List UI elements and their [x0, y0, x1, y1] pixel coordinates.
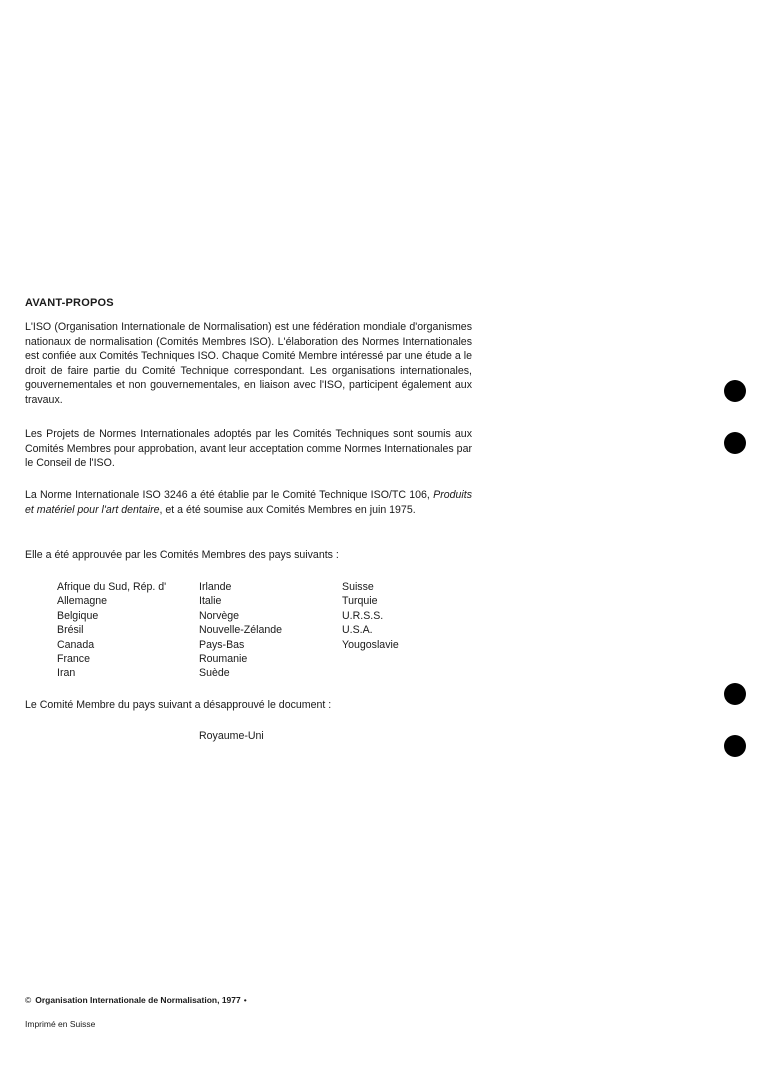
punch-hole-icon — [724, 735, 746, 757]
foreword-paragraph-drafts: Les Projets de Normes Internationales adoptés par les Comités Techniques sont soumis aux Comités Membres pour approbation, avant leur acceptation comme Normes Internationales par le Conseil de l'ISO. — [25, 428, 472, 469]
disapproving-country: Royaume-Uni — [199, 730, 264, 742]
country-item: Roumanie — [199, 653, 248, 666]
country-item: U.R.S.S. — [342, 609, 384, 622]
country-item: Canada — [57, 638, 95, 651]
country-item: Iran — [57, 667, 76, 680]
bullet-icon: • — [243, 995, 247, 1005]
standard-text-before: La Norme Internationale ISO 3246 a été établie par le Comité Technique ISO/TC 106, — [25, 489, 434, 501]
country-item: Nouvelle-Zélande — [199, 624, 283, 637]
country-column-1 — [57, 580, 166, 681]
punch-hole-icon — [724, 432, 746, 454]
approval-intro: Elle a été approuvée par les Comités Membres des pays suivants : — [25, 549, 339, 561]
foreword-paragraph-iso: L'ISO (Organisation Internationale de Normalisation) est une fédération mondiale d'organismes nationaux de normalisation (Comités Membres ISO). L'élaboration des Normes Internationales est confiée aux Comités Techniques ISO. Chaque Comité Membre intéressé par une étude a le droit de faire partie du Comité Technique correspondant. Les organisations internationales, gouvernementales et non gouvernementales, en liaison avec l'ISO, participent également aux travaux. — [25, 321, 472, 406]
country-item: Turquie — [342, 595, 378, 608]
country-item: Pays-Bas — [199, 638, 245, 651]
country-item: Italie — [199, 595, 222, 608]
country-item: Irlande — [199, 581, 232, 593]
punch-hole-icon — [724, 380, 746, 402]
country-column-3 — [342, 580, 399, 652]
foreword-paragraph-standard — [25, 488, 472, 517]
country-item: U.S.A. — [342, 624, 373, 637]
country-item: Brésil — [57, 624, 84, 637]
country-item: Belgique — [57, 609, 99, 622]
copyright-line — [25, 995, 247, 1005]
country-item: Suisse — [342, 581, 374, 593]
standard-text-after: , et a été soumise aux Comités Membres en juin 1975. — [159, 503, 416, 516]
punch-hole-icon — [724, 683, 746, 705]
country-item: Yougoslavie — [342, 638, 399, 651]
page-heading: AVANT-PROPOS — [25, 297, 114, 309]
country-item: Suède — [199, 667, 230, 680]
country-column-2 — [199, 580, 282, 681]
copyright-text: Organisation Internationale de Normalisation, 1977 — [35, 995, 241, 1005]
country-item: France — [57, 653, 90, 666]
copyright-symbol: © — [25, 995, 32, 1005]
country-item: Allemagne — [57, 595, 108, 608]
country-item: Afrique du Sud, Rép. d' — [57, 581, 167, 593]
printed-note: Imprimé en Suisse — [25, 1019, 96, 1029]
country-item: Norvège — [199, 609, 240, 622]
disapproval-intro: Le Comité Membre du pays suivant a désapprouvé le document : — [25, 699, 332, 711]
committee-title: Produits et matériel pour l'art dentaire — [25, 489, 472, 516]
